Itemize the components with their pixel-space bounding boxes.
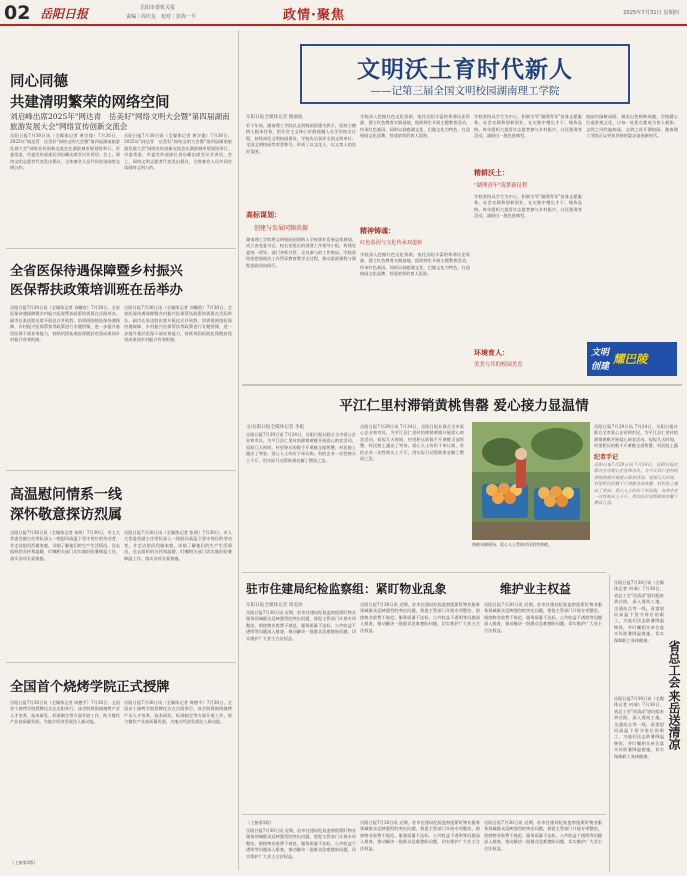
right-headline-line2: 来岳送清凉 (667, 690, 681, 750)
page-number: 02 (4, 2, 31, 24)
badge-line1: 文明 (591, 348, 610, 358)
lower-body-5: 岳阳日报7月30日讯 近期，驻市住建局纪检监察组紧盯物业服务领域群众反映强烈的突出问题，督促主管部门开展专项整治，围绕物业收费不规范、服务质量不达标、公共收益不透明等问题深入排查，推动解决一批群众急难愁盼问题，切实维护广大业主合法权益。 (360, 820, 480, 851)
divider (6, 662, 236, 663)
photo-story-byline: 文/岳阳日报全媒体记者 李彪 (246, 425, 305, 430)
section4-sub: 美美与共的校园美育 (474, 362, 523, 368)
story3-title-line2: 深怀敬意探访烈属 (10, 507, 122, 523)
section3-sub: "湖理青年"筑梦新征程 (474, 183, 528, 189)
right-body-bottom: 岳阳日报7月30日讯（全媒体记者 何瑞）7月30日，省总工会"送清凉"慰问组来到岳阳，深入建筑工地、交通站点等一线，看望慰问高温下坚守岗位的职工，为他们送去防暑降温物资，并叮嘱相关单位落实好防暑降温措施，切实保障职工身体健康。 (614, 696, 664, 759)
story1-title-line1: 同心同德 (10, 74, 68, 90)
section4-title: 环境育人： (474, 349, 509, 357)
section1-sub: 创建与发展同频共振 (254, 225, 309, 232)
story4-title: 全国首个烧烤学院正式授牌 (10, 680, 170, 695)
feature-body-d2: 学校坚持以学生为中心，积极引导"湖理青年"投身志愿服务、社会实践和创新创业，在实践中增长才干、锤炼品格。每年组织大批青年志愿者参与乡村振兴、社区服务等活动，涌现出一批先进典型。 (474, 194, 582, 219)
section-title-banner (283, 3, 363, 23)
section3-heading (474, 168, 582, 192)
photo-story-headline: 平江仁里村滞销黄桃售罄 爱心接力显温情 (339, 398, 589, 414)
section2-heading (360, 226, 470, 250)
lower-continued-1: （上接第1版） (246, 820, 274, 825)
right-body-top: 岳阳日报7月30日讯（全媒体记者 何瑞）7月30日，省总工会"送清凉"慰问组来到岳阳，深入建筑工地、交通站点等一线，看望慰问高温下坚守岗位的职工，为他们送去防暑降温物资，并叮嘱相关单位落实好防暑降温措施，切实保障职工身体健康。 (614, 580, 664, 643)
feature-body-d: 学校坚持以学生为中心，积极引导"湖理青年"投身志愿服务、社会实践和创新创业，在实践中增长才干、锤炼品格。每年组织大批青年志愿者参与乡村振兴、社区服务等活动，涌现出一批先进典型。 (474, 114, 582, 139)
divider (6, 248, 236, 249)
lower-body-4: 岳阳日报7月30日讯 近期，驻市住建局纪检监察组紧盯物业服务领域群众反映强烈的突出问题，督促主管部门开展专项整治，围绕物业收费不规范、服务质量不达标、公共收益不透明等问题深入排查，推动解决一批群众急难愁盼问题，切实维护广大业主合法权益。 (246, 828, 356, 859)
lower-byline: 岳阳日报全媒体记者 周美珍 (246, 603, 303, 608)
column-divider (609, 574, 610, 872)
lower-headline-a: 驻市住建局纪检监察组：紧盯物业乱象 (246, 582, 447, 596)
story4-body: 岳阳日报7月30日讯（全媒体记者 周德平）7月30日，全国首个烧烤学院授牌仪式在岳阳举行。该学院将围绕烧烤产业人才培养、技术研发、标准制定等方面开展工作，助力餐饮产业高质量发展，为地方经济发展注入新动能。 (10, 700, 120, 725)
feature-subheadline: ——记第三届全国文明校园湖南理工学院 (370, 85, 560, 97)
story3-body-col2: 岳阳日报7月30日讯（全媒体记者 张明）7月30日，市人大常委会副主任带队深入一线慰问高温下坚守岗位的劳动者，并走访慰问烈属家庭，详细了解他们的生产生活情况，送去组织的关怀和温暖，叮嘱相关部门切实做好防暑降温工作，落实各项关爱措施。 (124, 530, 232, 561)
aside-body: 岳阳日报7月29日讯 7月24日，岳阳日报社联合全市爱心企业和市民，为平江县仁里村的滞销黄桃开展爱心助农活动。短短几天时间，村里积压的数千斤黄桃全部售罄，村民脸上露出了笑容。爱心人士纷纷下单认购，有的企业一次性购买上千斤，用实际行动帮助果农解了燃眉之急。 (594, 462, 678, 506)
lower-body-1: 岳阳日报7月30日讯 近期，驻市住建局纪检监察组紧盯物业服务领域群众反映强烈的突出问题，督促主管部门开展专项整治，围绕物业收费不规范、服务质量不达标、公共收益不透明等问题深入排查，推动解决一批群众急难愁盼问题，切实维护广大业主合法权益。 (246, 610, 356, 641)
story2-title-line1: 全省医保待遇保障暨乡村振兴 (10, 264, 183, 279)
section1-title: 高标谋划： (246, 211, 281, 219)
divider (6, 470, 236, 471)
section2-sub: 红色基因与文化传承双道驱 (360, 240, 423, 246)
photo-story-body-col2: 岳阳日报7月29日讯 7月24日，岳阳日报社联合全市爱心企业和市民，为平江县仁里村的滞销黄桃开展爱心助农活动。短短几天时间，村里积压的数千斤黄桃全部售罄，村民脸上露出了笑容。爱心人士纷纷下单认购，有的企业一次性购买上千斤，用实际行动帮助果农解了燃眉之急。 (360, 424, 464, 462)
peach-photo-graphic (472, 422, 590, 540)
story4-body-col2: 岳阳日报7月30日讯（全媒体记者 周德平）7月30日，全国首个烧烤学院授牌仪式在岳阳举行。该学院将围绕烧烤产业人才培养、技术研发、标准制定等方面开展工作，助力餐饮产业高质量发展，为地方经济发展注入新动能。 (124, 700, 232, 725)
story1-title-line2: 共建清明繁荣的网络空间 (10, 95, 170, 111)
story1-body-col2: 岳阳日报7月30日讯（全媒体记者 黄学俊）7月30日，2025年"网达青 岳美好"网络文明大会暨"第四届湖南旅游发展大会"网络宣传创新交流会在湖滨城市规划馆举行。市委常委、市委宣传部部长刘启峰出席会议并讲话。会上，网络文明志愿者代表发出倡议，全体参会人员共同宣读网络文明公约。 (124, 133, 232, 171)
feature-body-c2: 学校深入挖掘红色文化资源，依托岳阳丰富的革命历史资源，建立红色教育实践基地，组织师生开展主题教育活动，传承红色基因。同时以洞庭湖文化、巴陵文化为特色，打造校园文化品牌，营造浓厚的育人氛围。 (360, 252, 470, 277)
feature-headline: 文明沃土育时代新人 (357, 57, 573, 83)
photo-story (242, 388, 682, 568)
story3-body: 岳阳日报7月30日讯（全媒体记者 张明）7月30日，市人大常委会副主任带队深入一线慰问高温下坚守岗位的劳动者，并走访慰问烈属家庭，详细了解他们的生产生活情况，送去组织的关怀和温暖，叮嘱相关部门切实做好防暑降温工作，落实各项关爱措施。 (10, 530, 120, 561)
edition-line: 岳阳市委机关报 (140, 5, 176, 11)
feature-body-b: 湖南理工学院将文明校园创建纳入学校事业发展总体规划，成立由党委书记、校长任组长的创建工作领导小组，构建党委统一领导、部门齐抓共管、全员参与的工作格局。学校坚持把思想政治工作贯穿教育教学全过程，推动思政课程与课程思政同向同行。 (246, 237, 356, 268)
section1-heading (246, 210, 356, 234)
lower-body-6: 岳阳日报7月30日讯 近期，驻市住建局纪检监察组紧盯物业服务领域群众反映强烈的突出问题，督促主管部门开展专项整治，围绕物业收费不规范、服务质量不达标、公共收益不透明等问题深入排查，推动解决一批群众急难愁盼问题，切实维护广大业主合法权益。 (484, 820, 602, 851)
lower-headline-b: 维护业主权益 (500, 582, 571, 596)
feature-byline: 岳阳日报全媒体记者 熊丽波 (246, 115, 303, 120)
right-headline-line1: 省总工会 (667, 640, 681, 688)
paper-name: 岳阳日报 (40, 7, 89, 21)
left-column (6, 30, 234, 876)
photo-caption: 黄桃采摘现场，爱心人士帮助村民销售黄桃。 (472, 542, 552, 547)
photo-story-body-col3: 岳阳日报7月29日讯 7月24日，岳阳日报社联合全市爱心企业和市民，为平江县仁里村的滞销黄桃开展爱心助农活动。短短几天时间，村里积压的数千斤黄桃全部售罄，村民脸上露 (594, 424, 678, 448)
wenming-badge (587, 342, 677, 376)
badge-line3: 耀巴陵 (613, 352, 648, 366)
divider (242, 384, 682, 386)
lower-body-2: 岳阳日报7月30日讯 近期，驻市住建局纪检监察组紧盯物业服务领域群众反映强烈的突出问题，督促主管部门开展专项整治，围绕物业收费不规范、服务质量不达标、公共收益不透明等问题深入排查，推动解决一批群众急难愁盼问题，切实维护广大业主合法权益。 (360, 602, 480, 633)
masthead (0, 0, 687, 26)
section4-heading (474, 348, 582, 372)
right-story (612, 574, 684, 872)
story2-title-line2: 医保帮扶政策培训班在岳举办 (10, 283, 183, 298)
feature-body-a: 若干年间，湖南理工学院以文明校园创建为抓手，坚持立德树人根本任务，把社会主义核心价值观融入办学治校全过程，持续深化文明校园建设，学校先后获评全国文明单位、全国文明校园等荣誉称号，形成了以文化人、以文育人的良好氛围。 (246, 123, 356, 154)
section2-title: 精神铸魂： (360, 227, 395, 235)
divider (242, 814, 606, 815)
story2-body-col2: 岳阳日报7月30日讯（全媒体记者 刘璐欧）7月30日，全省医保待遇保障暨乡村振兴医保帮扶政策培训班在岳阳举办。副市长张达胜出席开班仪式并致辞。培训班围绕医保待遇保障、乡村振兴医保帮扶等政策进行专题授课，进一步提升基层医保干部业务能力，持续巩固拓展医保脱贫攻坚成果同乡村振兴有效衔接。 (124, 305, 232, 343)
badge-line2: 创建 (591, 362, 610, 372)
feature-body-c: 学校深入挖掘红色文化资源，依托岳阳丰富的革命历史资源，建立红色教育实践基地，组织师生开展主题教育活动，传承红色基因。同时以洞庭湖文化、巴陵文化为特色，打造校园文化品牌，营造浓厚的育人氛围。 (360, 114, 470, 139)
section-title: 政情·聚焦 (283, 8, 345, 23)
feature-body-e: 校园内绿树成荫，湖光山色相映成趣，学校精心打造景观文化，让每一处景点都成为育人载体。文明之风吹遍校园，文明之花开满校园，湖南理工学院正以更加昂扬的姿态奋进新时代。 (586, 114, 678, 139)
story1-body: 岳阳日报7月30日讯（全媒体记者 黄学俊）7月30日，2025年"网达青 岳美好"网络文明大会暨"第四届湖南旅游发展大会"网络宣传创新交流会在湖滨城市规划馆举行。市委常委、市委宣传部部长刘启峰出席会议并讲话。会上，网络文明志愿者代表发出倡议，全体参会人员共同宣读网络文明公约。 (10, 133, 120, 171)
lower-story (242, 574, 606, 872)
editor-line: 责编｜周庆友 校对｜彭海一平 (126, 14, 197, 20)
peach-photo (472, 422, 590, 540)
feature-headline-box (300, 44, 630, 104)
section3-title: 精耕沃土： (474, 169, 509, 177)
column-divider (238, 30, 239, 870)
continued-note: （上接第1版） (10, 860, 38, 865)
feature-story (242, 30, 682, 380)
photo-story-body: 岳阳日报7月29日讯 7月24日，岳阳日报社联合全市爱心企业和市民，为平江县仁里村的滞销黄桃开展爱心助农活动。短短几天时间，村里积压的数千斤黄桃全部售罄，村民脸上露出了笑容。爱心人士纷纷下单认购，有的企业一次性购买上千斤，用实际行动帮助果农解了燃眉之急。 (246, 432, 356, 463)
story2-body: 岳阳日报7月30日讯（全媒体记者 刘璐欧）7月30日，全省医保待遇保障暨乡村振兴医保帮扶政策培训班在岳阳举办。副市长张达胜出席开班仪式并致辞。培训班围绕医保待遇保障、乡村振兴医保帮扶等政策进行专题授课，进一步提升基层医保干部业务能力，持续巩固拓展医保脱贫攻坚成果同乡村振兴有效衔接。 (10, 305, 120, 343)
divider (242, 572, 606, 573)
lower-body-3: 岳阳日报7月30日讯 近期，驻市住建局纪检监察组紧盯物业服务领域群众反映强烈的突出问题，督促主管部门开展专项整治，围绕物业收费不规范、服务质量不达标、公共收益不透明等问题深入排查，推动解决一批群众急难愁盼问题，切实维护广大业主合法权益。 (484, 602, 602, 633)
aside-title: 纪者手记 (594, 454, 619, 461)
story1-subtitle: 刘启峰出席2025年"网达青 岳美好"网络文明大会暨"第四届湖南旅游发展大会"网络宣传创新交流会 (10, 112, 230, 131)
date-line: 2025年7月31日 星期四 (623, 10, 679, 16)
story3-title-line1: 高温慰问情系一线 (10, 487, 122, 503)
